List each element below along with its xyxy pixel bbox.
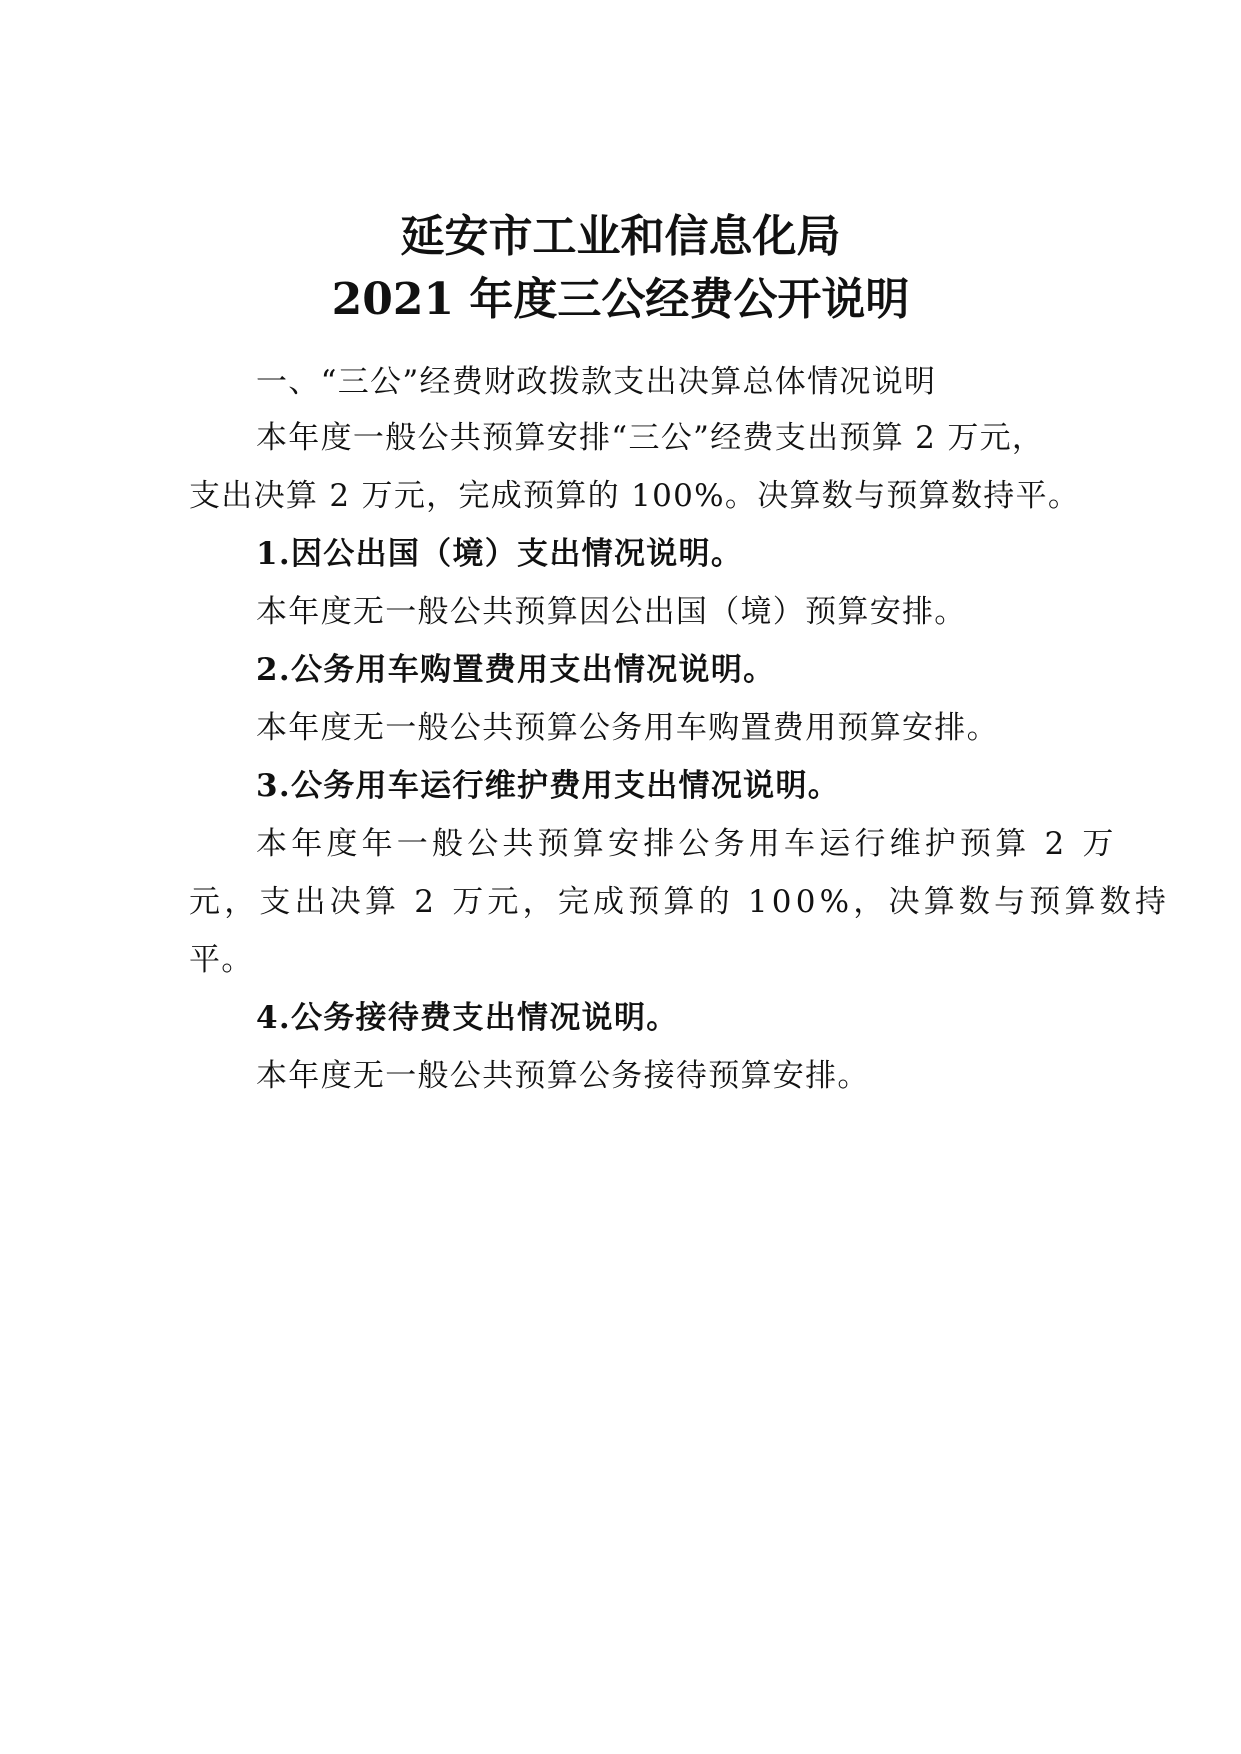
section1-heading: 一、“三公”经费财政拨款支出决算总体情况说明	[256, 364, 937, 400]
item3-heading: 3.公务用车运行维护费用支出情况说明。	[256, 768, 841, 804]
section1-paragraph-line1: 本年度一般公共预算安排“三公”经费支出预算 2 万元，	[256, 420, 1045, 456]
item3-text-line1: 本年度年一般公共预算安排公务用车运行维护预算 2 万	[256, 826, 1118, 862]
item4-text: 本年度无一般公共预算公务接待预算安排。	[256, 1058, 870, 1094]
item3-text-line3: 平。	[189, 942, 254, 978]
section1-paragraph-line2: 支出决算 2 万元，完成预算的 100%。决算数与预算数持平。	[189, 478, 1081, 514]
item1-text: 本年度无一般公共预算因公出国（境）预算安排。	[256, 594, 967, 630]
item2-text: 本年度无一般公共预算公务用车购置费用预算安排。	[256, 710, 999, 746]
item3-text-line2: 元，支出决算 2 万元，完成预算的 100%，决算数与预算数持	[189, 884, 1171, 920]
document-title-line1: 延安市工业和信息化局	[400, 211, 841, 262]
document-title-line2: 2021 年度三公经费公开说明	[331, 274, 910, 325]
item4-heading: 4.公务接待费支出情况说明。	[256, 1000, 679, 1036]
item1-heading: 1.因公出国（境）支出情况说明。	[256, 536, 744, 572]
item2-heading: 2.公务用车购置费用支出情况说明。	[256, 652, 776, 688]
